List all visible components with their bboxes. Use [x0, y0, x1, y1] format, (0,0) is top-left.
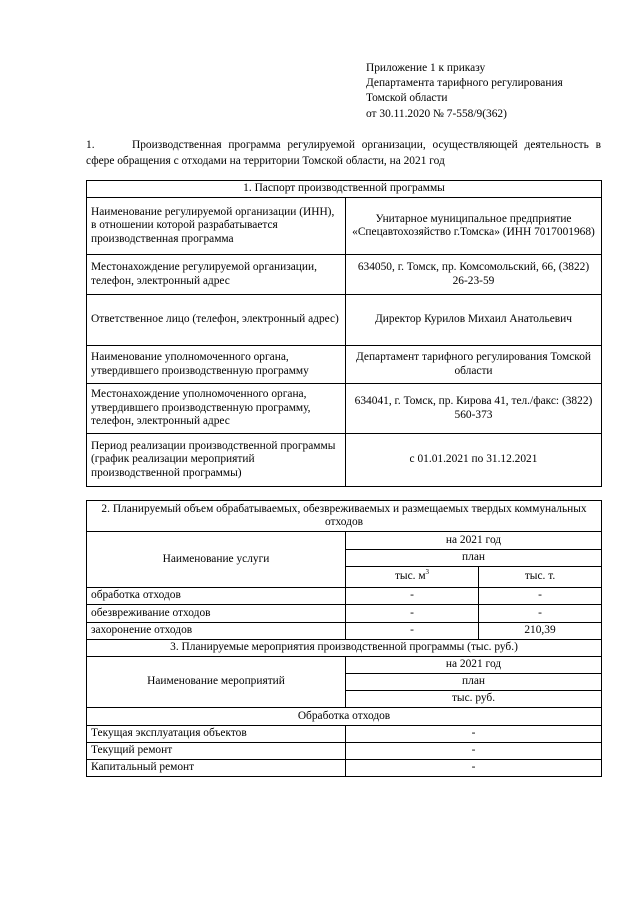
volume-row-v2: -: [479, 605, 602, 623]
passport-label: Местонахождение регулируемой организации, телефон, электронный адрес: [87, 255, 346, 295]
measures-section: Обработка отходов: [87, 708, 602, 726]
passport-label: Наименование регулируемой организации (ИНН), в отношении которой разрабатывается производственная программа: [87, 198, 346, 255]
passport-value: 634041, г. Томск, пр. Кирова 41, тел./факс: (3822) 560-373: [346, 384, 602, 434]
heading-text: Производственная программа регулируемой организации, осуществляющей деятельность в сфере обращения с отходами на территории Томской области, на 2021 год: [86, 139, 601, 167]
volume-row-v1: -: [346, 588, 479, 605]
volume-row-v1: -: [346, 605, 479, 623]
unit-tonnes: тыс. т.: [479, 567, 602, 588]
passport-value: 634050, г. Томск, пр. Комсомольский, 66, (3822) 26-23-59: [346, 255, 602, 295]
passport-label: Наименование уполномоченного органа, утвердившего производственную программу: [87, 346, 346, 384]
measures-unit: тыс. руб.: [346, 691, 602, 708]
measure-row-name: Текущий ремонт: [87, 743, 346, 760]
measures-year: на 2021 год: [346, 657, 602, 674]
measures-header: Наименование мероприятий: [87, 657, 346, 708]
volume-title: 2. Планируемый объем обрабатываемых, обезвреживаемых и размещаемых твердых коммунальных отходов: [87, 501, 602, 532]
volume-row-name: захоронение отходов: [87, 623, 346, 640]
measures-plan: план: [346, 674, 602, 691]
measure-row-value: -: [346, 743, 602, 760]
measure-row-value: -: [346, 760, 602, 777]
heading-number: 1.: [86, 139, 95, 151]
annex-line: от 30.11.2020 № 7-558/9(362): [366, 107, 507, 120]
passport-label: Местонахождение уполномоченного органа, утвердившего производственную программу, телефон, электронный адрес: [87, 384, 346, 434]
annex-line: Приложение 1 к приказу: [366, 62, 486, 74]
passport-value: Директор Курилов Михаил Анатольевич: [346, 295, 602, 346]
volume-measures-table: [86, 500, 602, 777]
passport-value: Департамент тарифного регулирования Томской области: [346, 346, 602, 384]
annex-block: [366, 61, 563, 122]
volume-row-name: обработка отходов: [87, 588, 346, 605]
passport-label: Ответственное лицо (телефон, электронный адрес): [87, 295, 346, 346]
unit-cubic-m: тыс. $м^3$: [346, 567, 479, 588]
measures-title: 3. Планируемые мероприятия производственной программы (тыс. руб.): [87, 640, 602, 657]
annex-line: Томской области: [366, 92, 448, 105]
passport-table: [86, 180, 602, 487]
passport-label: Период реализации производственной программы (график реализации мероприятий производственной программы): [87, 434, 346, 487]
volume-row-v2: -: [479, 588, 602, 605]
passport-title: 1. Паспорт производственной программы: [87, 181, 602, 198]
measure-row-name: Капитальный ремонт: [87, 760, 346, 777]
volume-plan: план: [346, 550, 602, 567]
measure-row-value: -: [346, 726, 602, 743]
volume-year: на 2021 год: [346, 532, 602, 550]
service-header: Наименование услуги: [87, 532, 346, 588]
passport-value: Унитарное муниципальное предприятие «Спецавтохозяйство г.Томска» (ИНН 7017001968): [346, 198, 602, 255]
volume-row-name: обезвреживание отходов: [87, 605, 346, 623]
volume-row-v1: -: [346, 623, 479, 640]
volume-row-v2: 210,39: [479, 623, 602, 640]
passport-value: с 01.01.2021 по 31.12.2021: [346, 434, 602, 487]
document-heading: [86, 138, 601, 169]
measure-row-name: Текущая эксплуатация объектов: [87, 726, 346, 743]
annex-line: Департамента тарифного регулирования: [366, 77, 563, 90]
